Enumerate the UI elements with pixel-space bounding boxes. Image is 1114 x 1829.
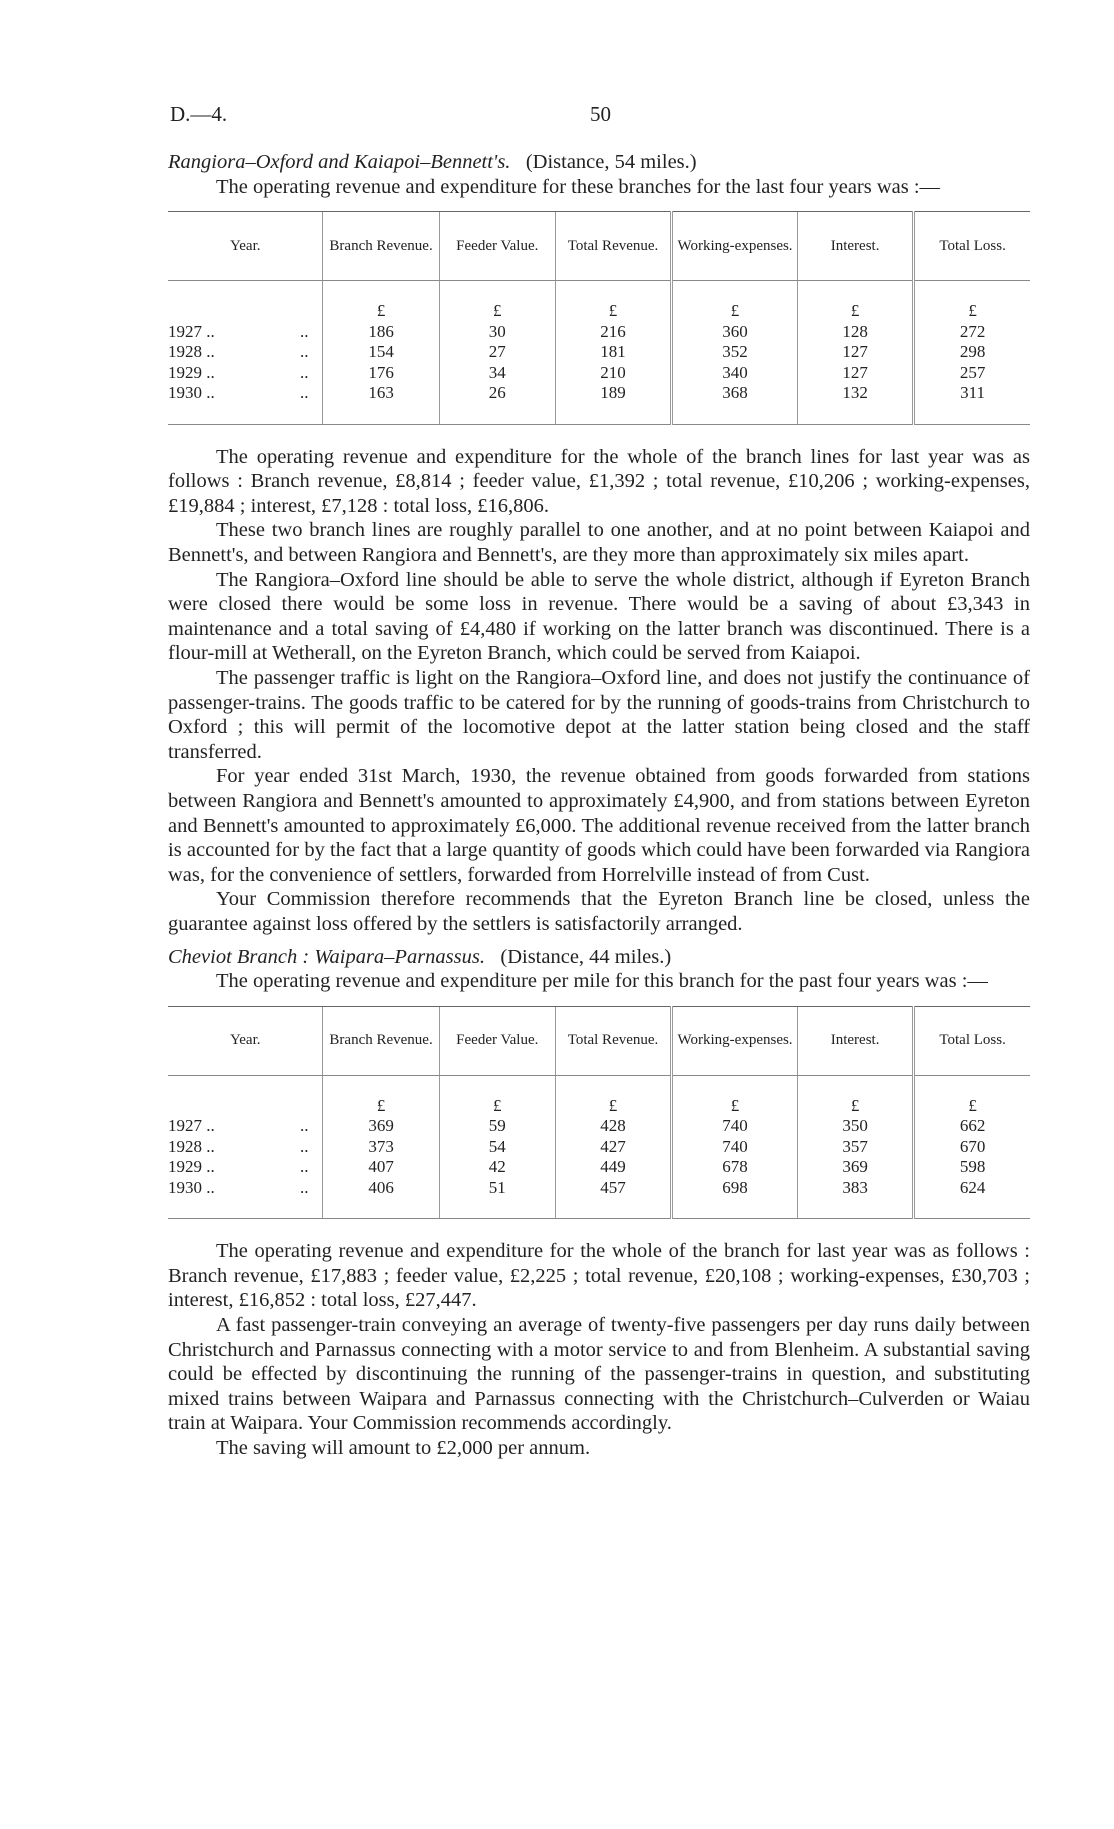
value-cell: 176 <box>323 363 439 384</box>
unit-label: £ <box>323 281 439 322</box>
data-table <box>168 1006 1030 1220</box>
value-cell: 163 <box>323 383 439 424</box>
section-title: Cheviot Branch : Waipara–Parnassus. <box>168 945 485 968</box>
section-distance: (Distance, 44 miles.) <box>500 945 672 968</box>
table-row <box>168 383 1030 424</box>
value-cell: 340 <box>672 363 798 384</box>
section-heading <box>168 945 1030 970</box>
value-cell: 740 <box>672 1137 798 1158</box>
value-cell: 598 <box>914 1157 1030 1178</box>
value-cell: 368 <box>672 383 798 424</box>
value-cell: 369 <box>798 1157 914 1178</box>
column-header: Year. <box>168 1006 323 1075</box>
value-cell: 350 <box>798 1116 914 1137</box>
column-header: Branch Revenue. <box>323 1006 439 1075</box>
value-cell: 154 <box>323 342 439 363</box>
column-header: Year. <box>168 212 323 281</box>
unit-row <box>168 1075 1030 1116</box>
unit-label: £ <box>914 1075 1030 1116</box>
document-reference: D.—4. <box>170 102 228 126</box>
leader-dots: .. <box>299 342 309 362</box>
body-paragraph: The operating revenue and expenditure for the whole of the branch lines for last year was as follows : Branch revenue, £8,814 ; feeder value, £1,392 ; total revenue, £10,206 ; working-expenses, £19,884 ; interest, £7,128 : total loss, £16,806. <box>168 445 1030 517</box>
table-row <box>168 1137 1030 1158</box>
body-paragraph: For year ended 31st March, 1930, the revenue obtained from goods forwarded from stations between Rangiora and Bennett's amounted to approximately £4,900, and from stations between Eyreton and Bennett's amounted to approximately £6,000. The additional revenue received from the latter branch is accounted for by the fact that a large quantity of goods which could have been forwarded via Rangiora was, for the convenience of settlers, forwarded from Horrelville instead of from Cust. <box>168 765 1030 886</box>
value-cell: 369 <box>323 1116 439 1137</box>
year-cell: 1929 .. <box>168 362 215 382</box>
value-cell: 457 <box>555 1178 671 1219</box>
table-row <box>168 322 1030 343</box>
value-cell: 670 <box>914 1137 1030 1158</box>
value-cell: 407 <box>323 1157 439 1178</box>
value-cell: 42 <box>439 1157 555 1178</box>
value-cell: 257 <box>914 363 1030 384</box>
unit-label: £ <box>798 1075 914 1116</box>
value-cell: 406 <box>323 1178 439 1219</box>
section-heading <box>168 150 1030 175</box>
year-cell: 1929 .. <box>168 1157 215 1177</box>
body-paragraph: The operating revenue and expenditure for the whole of the branch for last year was as follows : Branch revenue, £17,883 ; feeder value, £2,225 ; total revenue, £20,108 ; working-expenses, £30,703 ; interest, £16,852 : total loss, £27,447. <box>168 1240 1030 1312</box>
unit-label: £ <box>672 1075 798 1116</box>
unit-label: £ <box>555 281 671 322</box>
body-paragraph: The saving will amount to £2,000 per annum. <box>216 1437 591 1459</box>
table-intro: The operating revenue and expenditure for these branches for the last four years was :— <box>216 175 941 198</box>
column-header: Total Revenue. <box>555 212 671 281</box>
leader-dots: .. <box>299 1136 309 1156</box>
value-cell: 127 <box>798 342 914 363</box>
value-cell: 428 <box>555 1116 671 1137</box>
leader-dots: .. <box>299 362 309 382</box>
table-row <box>168 1116 1030 1137</box>
table-header-row <box>168 1006 1030 1075</box>
year-cell: 1930 .. <box>168 383 215 403</box>
value-cell: 698 <box>672 1178 798 1219</box>
year-cell: 1928 .. <box>168 1136 215 1156</box>
year-cell: 1930 .. <box>168 1177 215 1197</box>
unit-label: £ <box>439 281 555 322</box>
column-header: Total Loss. <box>914 1006 1030 1075</box>
value-cell: 272 <box>914 322 1030 343</box>
section-rangiora-oxford <box>168 150 1030 937</box>
value-cell: 59 <box>439 1116 555 1137</box>
section-cheviot-branch <box>168 945 1030 1461</box>
leader-dots: .. <box>299 383 309 403</box>
year-cell: 1927 .. <box>168 321 215 341</box>
body-paragraph: Your Commission therefore recommends that the Eyreton Branch line be closed, unless the guarantee against loss offered by the settlers is satisfactorily arranged. <box>168 888 1030 935</box>
column-header: Working-expenses. <box>672 212 798 281</box>
page-header <box>170 102 1030 127</box>
value-cell: 26 <box>439 383 555 424</box>
value-cell: 449 <box>555 1157 671 1178</box>
year-cell: 1928 .. <box>168 342 215 362</box>
column-header: Branch Revenue. <box>323 212 439 281</box>
value-cell: 360 <box>672 322 798 343</box>
column-header: Feeder Value. <box>439 212 555 281</box>
body-paragraph: The Rangiora–Oxford line should be able to serve the whole district, although if Eyreton Branch were closed there would be some loss in revenue. There would be a saving of about £3,343 in maintenance and a total saving of £4,480 if working on the latter branch was discontinued. There is a flour-mill at Wetherall, on the Eyreton Branch, which could be served from Kaiapoi. <box>168 568 1030 665</box>
value-cell: 30 <box>439 322 555 343</box>
value-cell: 54 <box>439 1137 555 1158</box>
value-cell: 210 <box>555 363 671 384</box>
table-header-row <box>168 212 1030 281</box>
value-cell: 186 <box>323 322 439 343</box>
value-cell: 678 <box>672 1157 798 1178</box>
section-distance: (Distance, 54 miles.) <box>525 151 697 173</box>
leader-dots: .. <box>299 1116 309 1136</box>
unit-label: £ <box>798 281 914 322</box>
column-header: Total Revenue. <box>555 1006 671 1075</box>
body-paragraph: The passenger traffic is light on the Rangiora–Oxford line, and does not justify the continuance of passenger-trains. The goods traffic to be catered for by the running of goods-trains from Christchurch to Oxford ; this will permit of the locomotive depot at the latter station being closed and the staff transferred. <box>168 667 1030 763</box>
data-table <box>168 211 1030 425</box>
column-header: Interest. <box>798 1006 914 1075</box>
table-row <box>168 342 1030 363</box>
year-cell: 1927 .. <box>168 1116 215 1136</box>
page-number: 50 <box>590 102 611 126</box>
column-header: Working-expenses. <box>672 1006 798 1075</box>
table-row <box>168 363 1030 384</box>
value-cell: 34 <box>439 363 555 384</box>
value-cell: 357 <box>798 1137 914 1158</box>
column-header: Total Loss. <box>914 212 1030 281</box>
leader-dots: .. <box>299 1177 309 1197</box>
value-cell: 27 <box>439 342 555 363</box>
leader-dots: .. <box>299 321 309 341</box>
value-cell: 624 <box>914 1178 1030 1219</box>
value-cell: 373 <box>323 1137 439 1158</box>
value-cell: 298 <box>914 342 1030 363</box>
value-cell: 662 <box>914 1116 1030 1137</box>
value-cell: 383 <box>798 1178 914 1219</box>
value-cell: 216 <box>555 322 671 343</box>
table-row <box>168 1157 1030 1178</box>
unit-label: £ <box>439 1075 555 1116</box>
value-cell: 740 <box>672 1116 798 1137</box>
body-paragraph: A fast passenger-train conveying an average of twenty-five passengers per day runs daily between Christchurch and Parnassus connecting with a motor service to and from Blenheim. A substantial saving could be effected by discontinuing the running of the passenger-trains in question, and substituting mixed trains between Waipara and Parnassus connecting with the Christchurch–Culverden or Waiau train at Waipara. Your Commission recommends accordingly. <box>168 1314 1030 1435</box>
value-cell: 311 <box>914 383 1030 424</box>
unit-label: £ <box>323 1075 439 1116</box>
unit-row <box>168 281 1030 322</box>
section-title: Rangiora–Oxford and Kaiapoi–Bennett's. <box>168 151 511 173</box>
leader-dots: .. <box>299 1157 309 1177</box>
table-intro: The operating revenue and expenditure per mile for this branch for the past four years was :— <box>216 970 988 993</box>
value-cell: 181 <box>555 342 671 363</box>
value-cell: 132 <box>798 383 914 424</box>
value-cell: 427 <box>555 1137 671 1158</box>
body-paragraph: These two branch lines are roughly parallel to one another, and at no point between Kaiapoi and Bennett's, and between Rangiora and Bennett's, are they more than approximately six miles apart. <box>168 519 1030 567</box>
table-row <box>168 1178 1030 1219</box>
value-cell: 51 <box>439 1178 555 1219</box>
unit-label: £ <box>555 1075 671 1116</box>
unit-label: £ <box>914 281 1030 322</box>
column-header: Feeder Value. <box>439 1006 555 1075</box>
value-cell: 189 <box>555 383 671 424</box>
page-content <box>168 150 1030 1461</box>
value-cell: 128 <box>798 322 914 343</box>
value-cell: 127 <box>798 363 914 384</box>
unit-label: £ <box>672 281 798 322</box>
value-cell: 352 <box>672 342 798 363</box>
column-header: Interest. <box>798 212 914 281</box>
